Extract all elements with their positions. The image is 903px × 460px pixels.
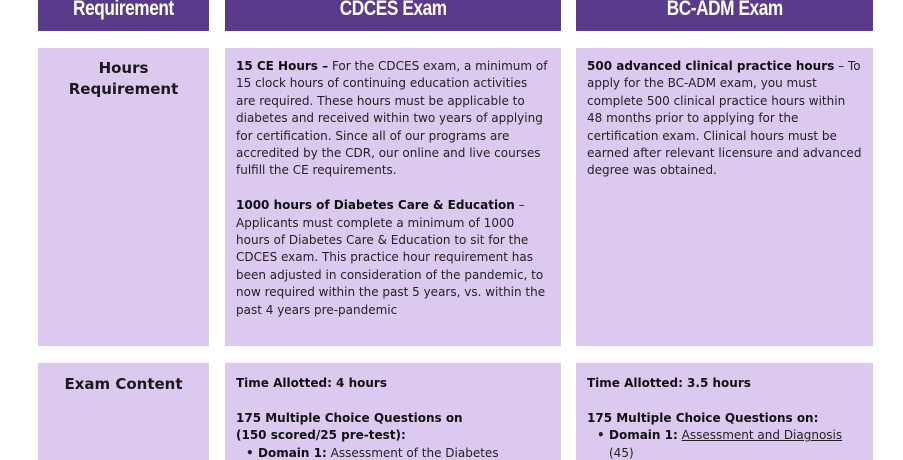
bcadm-content-cell	[576, 363, 873, 460]
cdces-domain-list	[246, 445, 550, 460]
cdces-ce-hours-title: 15 CE Hours –	[236, 59, 329, 73]
cdces-practice-hours-paragraph	[236, 197, 550, 319]
hours-requirement-label	[38, 48, 209, 100]
cdces-practice-hours-title: 1000 hours of Diabetes Care & Education	[236, 198, 515, 213]
hours-label-line2: Requirement	[68, 80, 179, 98]
bcadm-clinical-hours-paragraph	[587, 58, 862, 180]
header-cdces-exam	[225, 0, 561, 31]
cdces-questions-line1: 175 Multiple Choice Questions on	[236, 410, 463, 425]
header-cdces-label: CDCES Exam	[339, 0, 447, 20]
bcadm-hours-cell	[576, 48, 873, 346]
cdces-ce-hours-text: For the CDCES exam, a minimum of 15 clock hours of continuing education activities are required. These hours must be applicable to diabetes and received within two years of applying for certification. Since all of our programs are accredited by the CDR, our online and live courses fulfill the CE requirements.	[236, 59, 548, 178]
hours-requirement-label-cell	[38, 48, 209, 346]
bcadm-domain-list	[597, 427, 862, 460]
exam-content-label-cell	[38, 363, 209, 460]
list-item	[597, 427, 862, 460]
cdces-domain1-label: Domain 1:	[258, 445, 327, 460]
bcadm-time-allotted: Time Allotted: 3.5 hours	[587, 376, 751, 390]
cdces-questions-line2: (150 scored/25 pre-test):	[236, 428, 406, 443]
cdces-time-allotted: Time Allotted: 4 hours	[236, 376, 387, 390]
header-bcadm-exam	[576, 0, 873, 31]
bcadm-clinical-hours-title: 500 advanced clinical practice hours	[587, 59, 835, 73]
cdces-domain1-text: Assessment of the Diabetes	[326, 445, 499, 460]
cdces-hours-cell	[225, 48, 561, 346]
cdces-ce-hours-paragraph	[236, 58, 550, 180]
header-requirement	[38, 0, 209, 31]
cdces-practice-hours-text: – Applicants must complete a minimum of 1000 hours of Diabetes Care & Education to sit for the CDCES exam. This practice hour requirement has been adjusted in consideration of the pandemic, to now required within the past 5 years, vs. within the past 4 years pre-pandemic	[236, 198, 546, 317]
bcadm-domain1-count: (45)	[609, 445, 634, 460]
hours-label-line1: Hours	[98, 59, 149, 77]
bcadm-questions-line1: 175 Multiple Choice Questions on:	[587, 410, 819, 425]
header-requirement-label: Requirement	[73, 0, 174, 20]
bcadm-domain1-label: Domain 1:	[609, 428, 678, 443]
bcadm-domain1-link[interactable]: Assessment and Diagnosis	[681, 428, 843, 443]
bcadm-clinical-hours-text: – To apply for the BC-ADM exam, you must complete 500 clinical practice hours within 48 months prior to applying for the certification exam. Clinical hours must be earned after relevant licensure and advanced degree was obtained.	[587, 59, 862, 178]
header-bcadm-label: BC-ADM Exam	[666, 0, 783, 20]
exam-content-label: Exam Content	[64, 375, 183, 393]
cdces-content-cell	[225, 363, 561, 460]
list-item	[246, 445, 550, 460]
